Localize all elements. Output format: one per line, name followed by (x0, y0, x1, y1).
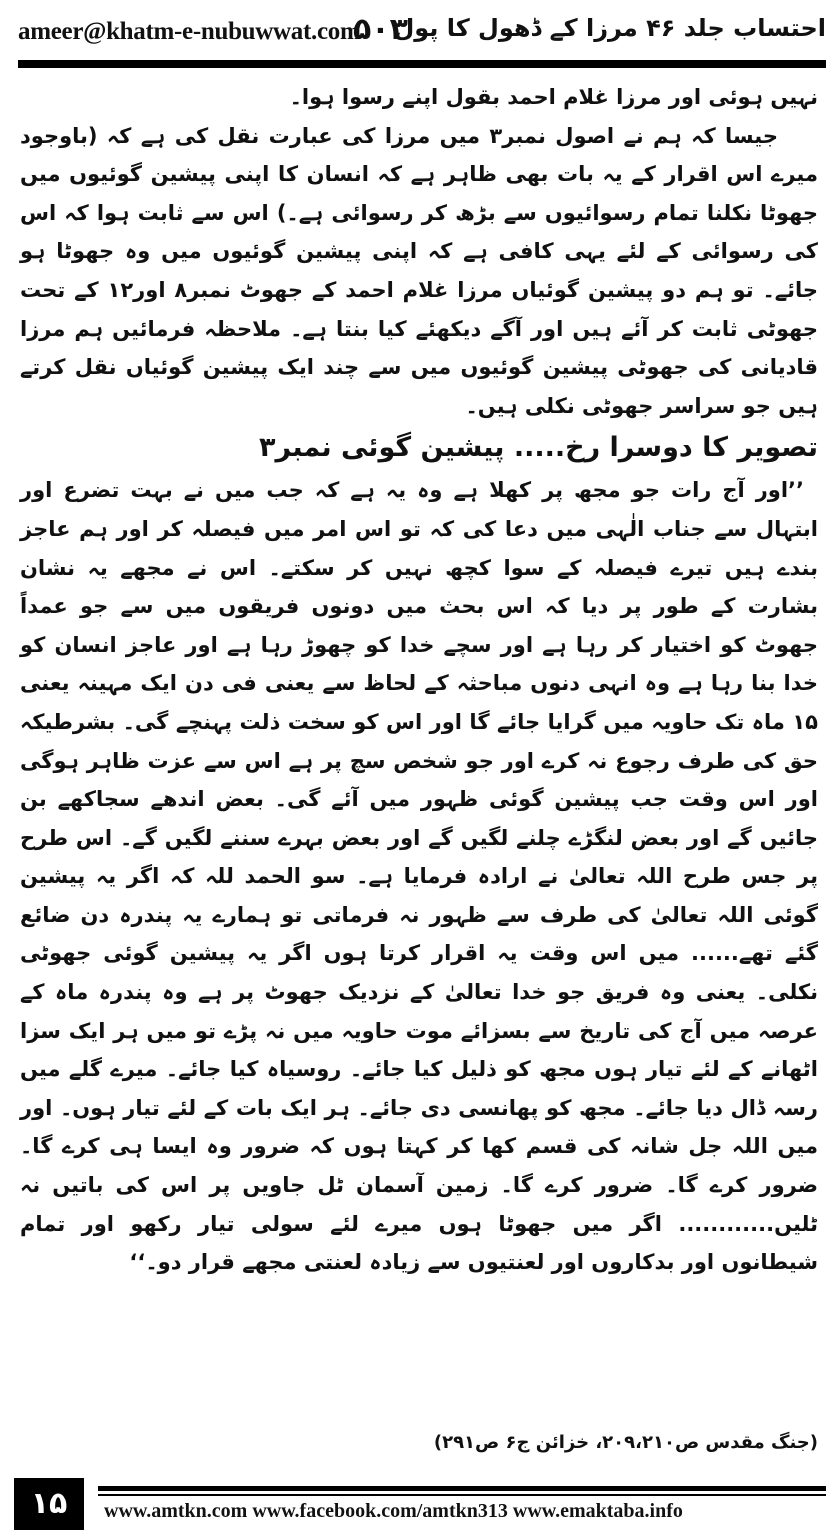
source-reference: (جنگ مقدس ص۲۰۹،۲۱۰، خزائن ج۶ ص۲۹۱) (433, 1432, 818, 1453)
page-body (20, 78, 818, 1282)
quotation: ’’اور آج رات جو مجھ پر کھلا ہے وہ یہ ہے کہ جب میں نے بہت تضرع اور ابتہال سے جناب الٰہی میں دعا کی کہ تو اس امر میں فیصلہ کر اور ہم عاجز بندے ہیں تیرے فیصلہ کے سوا کچھ نہیں کر سکتے۔ اس نے مجھے یہ نشان بشارت کے طور پر دیا کہ اس بحث میں دونوں فریقوں میں سے جو عمداً جھوٹ کو اختیار کر رہا ہے اور سچے خدا کو چھوڑ رہا ہے اور عاجز انسان کو خدا بنا رہا ہے وہ انہی دنوں مباحثہ کے لحاظ سے یعنی فی دن ایک مہینہ یعنی ۱۵ ماہ تک حاویہ میں گرایا جائے گا اور اس کو سخت ذلت پہنچے گی۔ بشرطیکہ حق کی طرف رجوع نہ کرے اور جو شخص سچ پر ہے اس سے عزت ظاہر ہوگی اور اس وقت جب پیشین گوئی ظہور میں آئے گی۔ بعض اندھے سجاکھے بن جائیں گے اور بعض لنگڑے چلنے لگیں گے اور بعض بہرے سننے لگیں گے۔ اس طرح پر جس طرح اللہ تعالیٰ نے ارادہ فرمایا ہے۔ سو الحمد للہ کہ اگر یہ پیشین گوئی اللہ تعالیٰ کی طرف سے ظہور نہ فرماتی تو ہمارے یہ پندرہ دن ضائع گئے تھے...... میں اس وقت یہ اقرار کرتا ہوں اگر یہ پیشین گوئی جھوٹی نکلی۔ یعنی وہ فریق جو خدا تعالیٰ کے نزدیک جھوٹ پر ہے وہ پندرہ ماہ کے عرصہ میں آج کی تاریخ سے بسزائے موت حاویہ میں نہ پڑے تو میں ہر ایک سزا اٹھانے کے لئے تیار ہوں مجھ کو ذلیل کیا جائے۔ روسیاہ کیا جائے۔ میرے گلے میں رسہ ڈال دیا جائے۔ مجھ کو پھانسی دی جائے۔ ہر ایک بات کے لئے تیار ہوں۔ اور میں اللہ جل شانہ کی قسم کھا کر کہتا ہوں کہ ضرور وہ ایسا ہی کرے گا۔ ضرور کرے گا۔ ضرور کرے گا۔ زمین آسمان ٹل جاویں پر اس کی باتیں نہ ٹلیں............ اگر میں جھوٹا ہوں میرے لئے سولی تیار رکھو اور تمام شیطانوں اور بدکاروں اور لعنتیوں سے زیادہ لعنتی مجھے قرار دو۔‘‘ (20, 478, 818, 1275)
header-page-number: ۵۰۳ (353, 12, 408, 47)
page-header (18, 10, 826, 54)
footer-rule-thin (98, 1494, 826, 1496)
folio-number: ۱۵ (14, 1478, 84, 1530)
section-heading: تصویر کا دوسرا رخ..... پیشین گوئی نمبر۳ (259, 432, 818, 464)
footer-websites: www.amtkn.com www.facebook.com/amtkn313 www.emaktaba.info (104, 1500, 683, 1522)
paragraph-continuation: نہیں ہوئی اور مرزا غلام احمد بقول اپنے رسوا ہوا۔ (289, 85, 818, 109)
paragraph-principle: جیسا کہ ہم نے اصول نمبر۳ میں مرزا کی عبارت نقل کی ہے کہ (باوجود میرے اس اقرار کے یہ بات بھی ظاہر ہے کہ انسان کا اپنی پیشین گوئیوں میں جھوٹا نکلنا تمام رسوائیوں سے بڑھ کر رسوائی ہے۔) اس سے ثابت ہوا کہ اس کی رسوائی کے لئے یہی کافی ہے کہ اپنی پیشین گوئیوں میں وہ جھوٹا ہو جائے۔ تو ہم دو پیشین گوئیاں مرزا غلام احمد کے جھوٹ نمبر۸ اور۱۲ کے تحت جھوٹی ثابت کر آئے ہیں اور آگے دیکھئے کیا بنتا ہے۔ ملاحظہ فرمائیں ہم مرزا قادیانی کی جھوٹی پیشین گوئیوں میں سے چند ایک پیشین گوئیاں نقل کرتے ہیں جو سراسر جھوٹی نکلی ہیں۔ (20, 123, 818, 418)
page-footer (14, 1478, 826, 1530)
header-email: ameer@khatm-e-nubuwwat.com (18, 18, 361, 45)
running-title: احتساب جلد ۴۶ مرزا کے ڈھول کا پول (393, 14, 826, 42)
header-rule (18, 60, 826, 68)
footer-rule (98, 1486, 826, 1491)
